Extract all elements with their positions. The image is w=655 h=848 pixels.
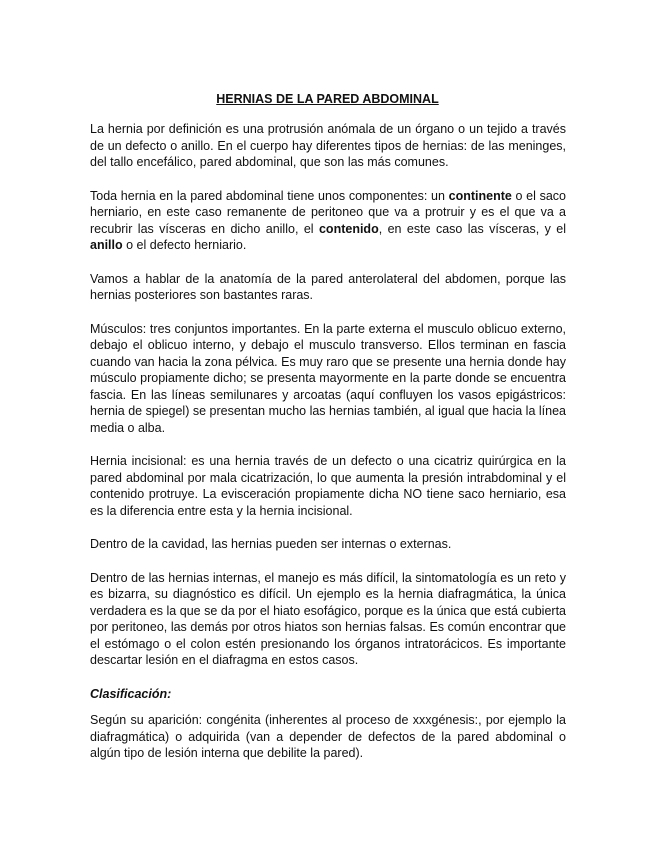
paragraph-muscles: Músculos: tres conjuntos importantes. En la parte externa el musculo oblicuo externo, debajo el oblicuo interno, y debajo el musculo transverso. Ellos terminan en fascia cuando van hacia la zona pélvica. Es muy raro que se presente una hernia donde hay músculo propiamente dicho; se presenta mayormente en la parte donde se encuentra fascia. En las líneas semilunares y arcoatas (aquí confluyen los vasos epigástricos: hernia de spiegel) se presentan mucho las hernias también, al igual que hacia la línea media o alba. [90, 321, 567, 435]
paragraph-definition: La hernia por definición es una protrusión anómala de un órgano o un tejido a través de un defecto o anillo. En el cuerpo hay diferentes tipos de hernias: de las meninges, del tallo encefálico, pared abdominal, que son las más comunes. [90, 122, 566, 169]
bold-term-continente: continente [448, 188, 512, 203]
bold-term-contenido: contenido [318, 221, 379, 236]
text-segment: , en este caso las vísceras, y el [378, 221, 566, 236]
bold-term-anillo: anillo [90, 238, 123, 252]
paragraph-classification: Según su aparición: congénita (inherentes al proceso de xxxgénesis:, por ejemplo la diafragmática) o adquirida (van a depender de defectos de la pared abdominal o algún tipo de lesión interna que debilite la pared). [90, 713, 566, 760]
paragraph-internal-hernias: Dentro de las hernias internas, el manejo es más difícil, la sintomatología es un reto y es bizarra, su diagnóstico es difícil. Un ejemplo es la hernia diafragmática, la única verdadera es la que se da por el hiato esofágico, porque es la única que está cubierta por peritoneo, las demás por otros hiatos son hernias falsas. Es común encontrar que el estómago o el colon estén presionando los órganos intratorácicos. Es importante descartar lesión en el diafragma en estos casos. [90, 570, 566, 667]
document-body [90, 121, 566, 779]
section-heading: Clasificación: [90, 686, 172, 701]
document-title: HERNIAS DE LA PARED ABDOMINAL [216, 92, 439, 106]
text-segment: o el defecto herniario. [122, 238, 247, 252]
text-segment: Toda hernia en la pared abdominal tiene unos componentes: un [90, 188, 449, 203]
paragraph-anatomy: Vamos a hablar de la anatomía de la pared anterolateral del abdomen, porque las hernias posteriores son bastantes raras. [90, 271, 566, 302]
paragraph-incisional: Hernia incisional: es una hernia través de un defecto o una cicatriz quirúrgica en la pared abdominal por mala cicatrización, lo que aumenta la presión intrabdominal y el contenido protruye. La evisceración propiamente dicha NO tiene saco herniario, esa es la diferencia entre esta y la hernia incisional. [90, 454, 566, 518]
paragraph-cavity: Dentro de la cavidad, las hernias pueden ser internas o externas. [90, 537, 452, 551]
paragraph-components [90, 188, 566, 254]
text-segment: o el saco herniario, en este caso remanente de peritoneo que va a protruir y es el que va a recubrir las vísceras en dicho anillo, el [90, 188, 566, 236]
